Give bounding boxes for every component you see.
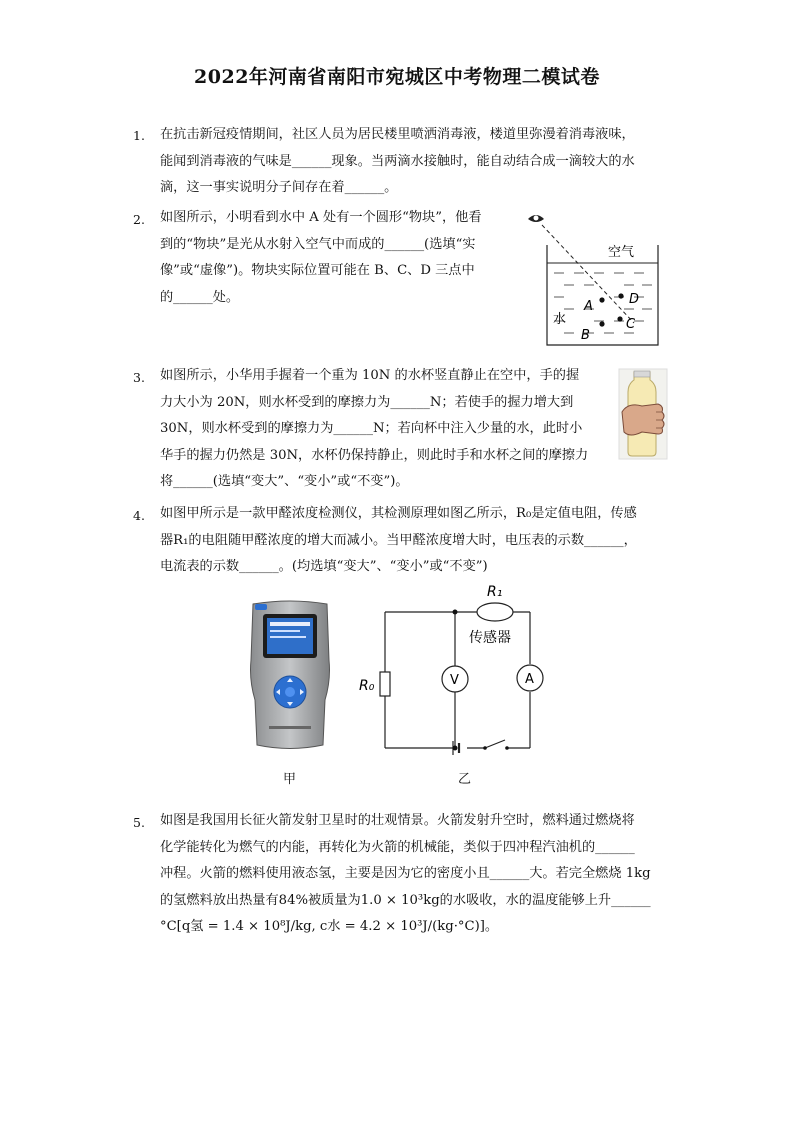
question-3-line: 华手的握力仍然是 30N，水杯仍保持静止，则此时手和水杯之间的摩擦力 <box>160 447 589 463</box>
question-4-line: 电流表的示数______。(均选填“变大”、“变小”或“不变”) <box>160 559 488 574</box>
page-title: 2022年河南省南阳市宛城区中考物理二模试卷 <box>194 66 600 88</box>
point-d-label: D <box>629 292 640 307</box>
r1-label: R₁ <box>487 584 503 600</box>
sensor-label: 传感器 <box>469 630 511 646</box>
question-2-line: 如图所示，小明看到水中 A 处有一个圆形“物块”，他看 <box>160 210 482 225</box>
question-5-number: 5. <box>133 815 145 830</box>
question-1-line: 能闻到消毒液的气味是______现象。当两滴水接触时，能自动结合成一滴较大的水 <box>160 153 635 169</box>
figure-jia-label: 甲 <box>283 772 297 787</box>
question-5-line: °C[q氢 = 1.4 × 10⁸J/kg, c水 = 4.2 × 10³J/(kg·°C)]。 <box>160 919 499 934</box>
question-5-text <box>160 808 651 941</box>
voltmeter-label: V <box>450 673 459 688</box>
point-b-label: B <box>581 328 590 343</box>
question-3-line: 如图所示，小华用手握着一个重为 10N 的水杯竖直静止在空中，手的握 <box>160 368 580 383</box>
water-refraction-figure <box>520 205 670 355</box>
question-2-line: 到的“物块”是光从水射入空气中而成的______(选填“实 <box>160 236 476 252</box>
question-1-line: 在抗击新冠疫情期间，社区人员为居民楼里喷洒消毒液，楼道里弥漫着消毒液味， <box>160 127 635 142</box>
circuit-diagram <box>355 580 555 765</box>
point-c-label: C <box>626 317 636 332</box>
question-4-text <box>160 501 637 581</box>
question-1-text <box>160 122 635 202</box>
eye-icon <box>528 215 544 222</box>
air-label: 空气 <box>608 245 635 260</box>
question-3-line: 力大小为 20N，则水杯受到的摩擦力为______N；若使手的握力增大到 <box>160 394 574 410</box>
water-label: 水 <box>553 312 567 327</box>
question-2-line: 的______处。 <box>160 289 240 305</box>
question-1-number: 1. <box>133 128 145 143</box>
question-5-line: 的氢燃料放出热量有84%被质量为1.0 × 10³kg的水吸收，水的温度能够上升______ <box>160 892 651 908</box>
question-5-line: 化学能转化为燃气的内能，再转化为火箭的机械能，类似于四冲程汽油机的______ <box>160 839 635 855</box>
question-5-line: 如图是我国用长征火箭发射卫星时的壮观情景。火箭发射升空时，燃料通过燃烧将 <box>160 813 635 828</box>
question-3-line: 将______(选填“变大”、“变小”或“不变”)。 <box>160 474 409 489</box>
question-1-line: 滴，这一事实说明分子间存在着______。 <box>160 180 398 195</box>
question-2-text <box>160 205 482 311</box>
question-3-number: 3. <box>133 370 145 385</box>
cup-in-hand-figure <box>618 368 668 460</box>
formaldehyde-detector-image <box>245 600 335 755</box>
question-4-number: 4. <box>133 508 145 523</box>
question-4-line: 器R₁的电阻随甲醛浓度的增大而减小。当甲醛浓度增大时，电压表的示数______， <box>160 532 637 548</box>
question-2-number: 2. <box>133 212 145 227</box>
question-3-text <box>160 363 588 496</box>
r0-label: R₀ <box>359 678 375 694</box>
question-5-line: 冲程。火箭的燃料使用液态氢，主要是因为它的密度小且______大。若完全燃烧 1kg <box>160 866 651 881</box>
question-3-line: 30N，则水杯受到的摩擦力为______N；若向杯中注入少量的水，此时小 <box>160 421 583 436</box>
question-2-line: 像”或“虚像”)。物块实际位置可能在 B、C、D 三点中 <box>160 263 475 278</box>
question-4-line: 如图甲所示是一款甲醛浓度检测仪，其检测原理如图乙所示，R₀是定值电阻，传感 <box>160 506 637 521</box>
figure-yi-label: 乙 <box>458 772 472 787</box>
point-a-label: A <box>584 299 593 314</box>
ammeter-label: A <box>525 672 534 687</box>
